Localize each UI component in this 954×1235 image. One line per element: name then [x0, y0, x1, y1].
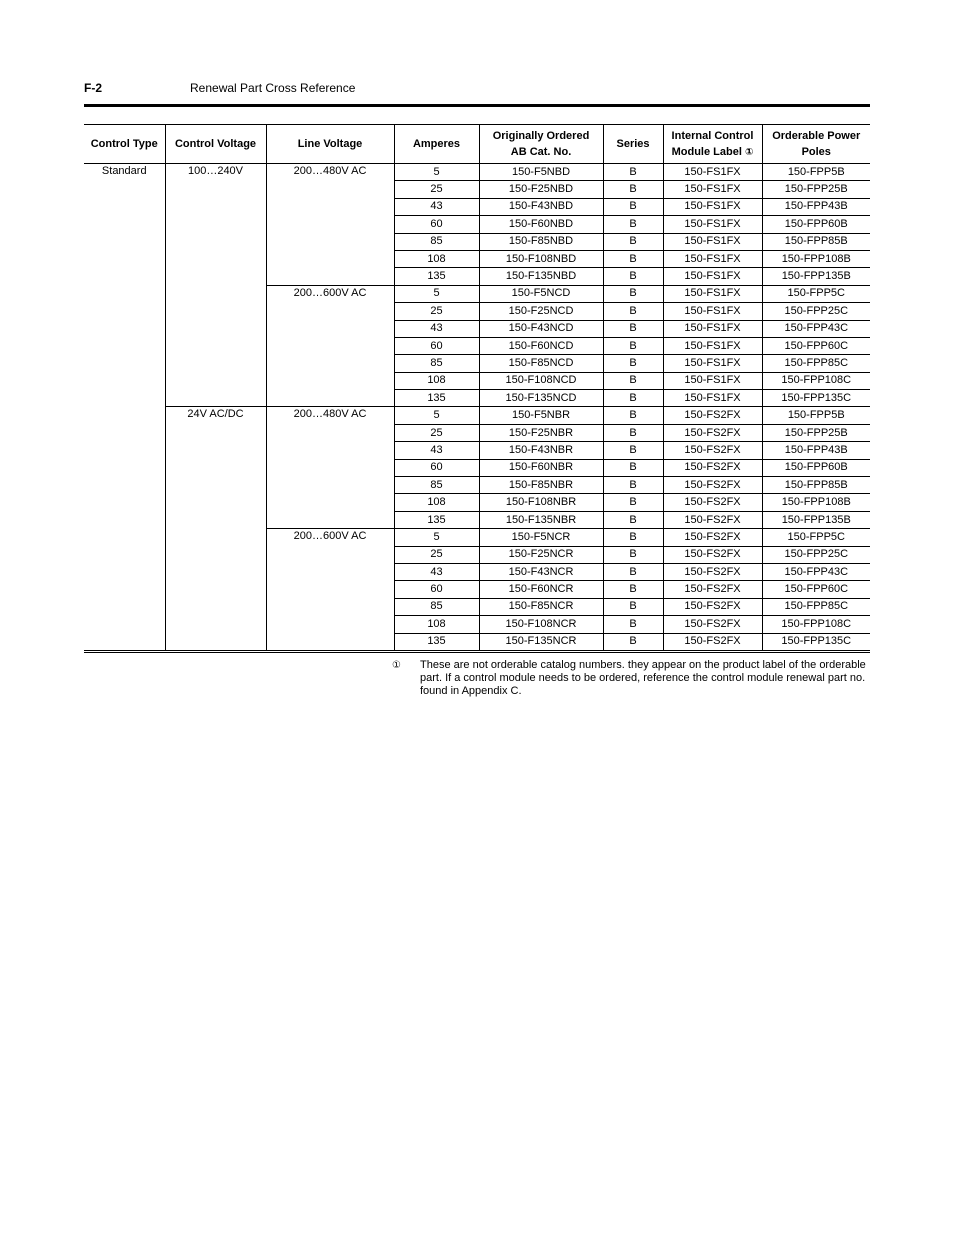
- line-voltage-cell: 200…480V AC: [266, 164, 394, 286]
- cat-no-cell: 150-F85NCD: [479, 355, 603, 372]
- series-cell: B: [603, 494, 663, 511]
- column-header-series: Series: [603, 125, 663, 164]
- line-voltage-cell: 200…600V AC: [266, 529, 394, 651]
- cat-no-cell: 150-F5NBR: [479, 407, 603, 424]
- amperes-cell: 108: [394, 616, 479, 633]
- module-label-cell: 150-FS1FX: [663, 233, 762, 250]
- cat-no-cell: 150-F25NBD: [479, 181, 603, 198]
- series-cell: B: [603, 355, 663, 372]
- amperes-cell: 60: [394, 581, 479, 598]
- amperes-cell: 5: [394, 407, 479, 424]
- module-label-cell: 150-FS2FX: [663, 459, 762, 476]
- amperes-cell: 43: [394, 198, 479, 215]
- column-header-control-voltage: Control Voltage: [165, 125, 266, 164]
- module-label-cell: 150-FS1FX: [663, 285, 762, 302]
- power-poles-cell: 150-FPP108B: [762, 494, 870, 511]
- line-voltage-cell: 200…600V AC: [266, 285, 394, 407]
- cat-no-cell: 150-F135NBD: [479, 268, 603, 285]
- module-label-cell: 150-FS2FX: [663, 546, 762, 563]
- series-cell: B: [603, 164, 663, 181]
- cat-no-cell: 150-F25NCR: [479, 546, 603, 563]
- power-poles-cell: 150-FPP60C: [762, 581, 870, 598]
- power-poles-cell: 150-FPP25B: [762, 424, 870, 441]
- power-poles-cell: 150-FPP108B: [762, 250, 870, 267]
- amperes-cell: 135: [394, 633, 479, 650]
- footnote-marker: ①: [744, 146, 754, 158]
- module-label-cell: 150-FS1FX: [663, 198, 762, 215]
- control-voltage-cell: 24V AC/DC: [165, 407, 266, 650]
- module-label-cell: 150-FS1FX: [663, 355, 762, 372]
- series-cell: B: [603, 459, 663, 476]
- cat-no-cell: 150-F43NBD: [479, 198, 603, 215]
- series-cell: B: [603, 511, 663, 528]
- power-poles-cell: 150-FPP25C: [762, 303, 870, 320]
- power-poles-cell: 150-FPP135C: [762, 390, 870, 407]
- power-poles-cell: 150-FPP60C: [762, 337, 870, 354]
- amperes-cell: 5: [394, 285, 479, 302]
- module-label-cell: 150-FS2FX: [663, 529, 762, 546]
- footnote-text: These are not orderable catalog numbers. they appear on the product label of the orderable part. If a control module needs to be ordered, reference the control module renewal part no. found in Appendix C.: [420, 659, 866, 697]
- series-cell: B: [603, 407, 663, 424]
- amperes-cell: 85: [394, 598, 479, 615]
- cat-no-cell: 150-F43NCD: [479, 320, 603, 337]
- module-label-cell: 150-FS1FX: [663, 268, 762, 285]
- cat-no-cell: 150-F85NCR: [479, 598, 603, 615]
- power-poles-cell: 150-FPP5C: [762, 285, 870, 302]
- series-cell: B: [603, 477, 663, 494]
- footnote-marker-symbol: ①: [392, 660, 401, 671]
- cat-no-cell: 150-F60NBD: [479, 216, 603, 233]
- series-cell: B: [603, 529, 663, 546]
- power-poles-cell: 150-FPP5B: [762, 164, 870, 181]
- amperes-cell: 43: [394, 563, 479, 580]
- power-poles-cell: 150-FPP60B: [762, 459, 870, 476]
- amperes-cell: 5: [394, 529, 479, 546]
- module-label-cell: 150-FS1FX: [663, 164, 762, 181]
- cat-no-cell: 150-F43NBR: [479, 442, 603, 459]
- module-label-cell: 150-FS2FX: [663, 633, 762, 650]
- series-cell: B: [603, 216, 663, 233]
- module-label-cell: 150-FS2FX: [663, 424, 762, 441]
- amperes-cell: 25: [394, 424, 479, 441]
- column-header-cat-no: Originally Ordered AB Cat. No.: [479, 125, 603, 164]
- amperes-cell: 25: [394, 181, 479, 198]
- cat-no-cell: 150-F108NCD: [479, 372, 603, 389]
- module-label-cell: 150-FS1FX: [663, 216, 762, 233]
- series-cell: B: [603, 546, 663, 563]
- cat-no-cell: 150-F43NCR: [479, 563, 603, 580]
- cat-no-cell: 150-F5NCR: [479, 529, 603, 546]
- amperes-cell: 43: [394, 320, 479, 337]
- cat-no-cell: 150-F60NCD: [479, 337, 603, 354]
- column-header-module-label: [663, 125, 762, 164]
- column-header-line-voltage: Line Voltage: [266, 125, 394, 164]
- series-cell: B: [603, 598, 663, 615]
- module-label-cell: 150-FS2FX: [663, 616, 762, 633]
- module-label-text: Internal Control Module Label: [671, 129, 754, 158]
- cat-no-cell: 150-F135NCR: [479, 633, 603, 650]
- power-poles-cell: 150-FPP85B: [762, 477, 870, 494]
- power-poles-cell: 150-FPP25B: [762, 181, 870, 198]
- module-label-cell: 150-FS1FX: [663, 390, 762, 407]
- amperes-cell: 85: [394, 233, 479, 250]
- power-poles-cell: 150-FPP60B: [762, 216, 870, 233]
- module-label-cell: 150-FS1FX: [663, 250, 762, 267]
- power-poles-cell: 150-FPP135B: [762, 511, 870, 528]
- series-cell: B: [603, 320, 663, 337]
- amperes-cell: 60: [394, 216, 479, 233]
- power-poles-cell: 150-FPP43C: [762, 563, 870, 580]
- amperes-cell: 108: [394, 372, 479, 389]
- power-poles-cell: 150-FPP43C: [762, 320, 870, 337]
- series-cell: B: [603, 442, 663, 459]
- cat-no-cell: 150-F60NCR: [479, 581, 603, 598]
- series-cell: B: [603, 285, 663, 302]
- amperes-cell: 25: [394, 546, 479, 563]
- cat-no-cell: 150-F60NBR: [479, 459, 603, 476]
- series-cell: B: [603, 563, 663, 580]
- power-poles-cell: 150-FPP135C: [762, 633, 870, 650]
- cat-no-cell: 150-F135NBR: [479, 511, 603, 528]
- power-poles-cell: 150-FPP43B: [762, 198, 870, 215]
- running-title: Renewal Part Cross Reference: [190, 81, 356, 95]
- line-voltage-cell: 200…480V AC: [266, 407, 394, 529]
- amperes-cell: 43: [394, 442, 479, 459]
- power-poles-cell: 150-FPP85B: [762, 233, 870, 250]
- series-cell: B: [603, 233, 663, 250]
- control-voltage-cell: 100…240V: [165, 164, 266, 407]
- power-poles-cell: 150-FPP85C: [762, 355, 870, 372]
- power-poles-cell: 150-FPP85C: [762, 598, 870, 615]
- control-type-cell: Standard: [84, 164, 165, 651]
- module-label-cell: 150-FS1FX: [663, 337, 762, 354]
- power-poles-cell: 150-FPP5C: [762, 529, 870, 546]
- table-body: [84, 164, 870, 651]
- page-header: [84, 80, 870, 107]
- amperes-cell: 25: [394, 303, 479, 320]
- amperes-cell: 135: [394, 268, 479, 285]
- series-cell: B: [603, 181, 663, 198]
- amperes-cell: 135: [394, 390, 479, 407]
- cat-no-cell: 150-F135NCD: [479, 390, 603, 407]
- series-cell: B: [603, 424, 663, 441]
- cat-no-cell: 150-F108NBD: [479, 250, 603, 267]
- cat-no-cell: 150-F108NCR: [479, 616, 603, 633]
- power-poles-cell: 150-FPP43B: [762, 442, 870, 459]
- module-label-cell: 150-FS1FX: [663, 303, 762, 320]
- amperes-cell: 60: [394, 459, 479, 476]
- amperes-cell: 5: [394, 164, 479, 181]
- series-cell: B: [603, 268, 663, 285]
- module-label-cell: 150-FS2FX: [663, 407, 762, 424]
- series-cell: B: [603, 390, 663, 407]
- series-cell: B: [603, 581, 663, 598]
- cat-no-cell: 150-F85NBD: [479, 233, 603, 250]
- amperes-cell: 60: [394, 337, 479, 354]
- module-label-cell: 150-FS1FX: [663, 372, 762, 389]
- table-header-row: [84, 125, 870, 164]
- table-row: [84, 164, 870, 181]
- module-label-cell: 150-FS2FX: [663, 442, 762, 459]
- cat-no-cell: 150-F25NCD: [479, 303, 603, 320]
- table-bottom-rule: [84, 652, 870, 653]
- cat-no-cell: 150-F5NBD: [479, 164, 603, 181]
- amperes-cell: 85: [394, 477, 479, 494]
- power-poles-cell: 150-FPP108C: [762, 372, 870, 389]
- amperes-cell: 108: [394, 250, 479, 267]
- cross-reference-table: [84, 124, 870, 651]
- module-label-cell: 150-FS2FX: [663, 581, 762, 598]
- amperes-cell: 135: [394, 511, 479, 528]
- page-number: F-2: [84, 81, 102, 95]
- column-header-power-poles: Orderable Power Poles: [762, 125, 870, 164]
- power-poles-cell: 150-FPP135B: [762, 268, 870, 285]
- table-row: [84, 407, 870, 424]
- cat-no-cell: 150-F5NCD: [479, 285, 603, 302]
- series-cell: B: [603, 337, 663, 354]
- column-header-control-type: Control Type: [84, 125, 165, 164]
- power-poles-cell: 150-FPP108C: [762, 616, 870, 633]
- cat-no-cell: 150-F25NBR: [479, 424, 603, 441]
- series-cell: B: [603, 633, 663, 650]
- series-cell: B: [603, 303, 663, 320]
- power-poles-cell: 150-FPP5B: [762, 407, 870, 424]
- power-poles-cell: 150-FPP25C: [762, 546, 870, 563]
- series-cell: B: [603, 250, 663, 267]
- cat-no-cell: 150-F108NBR: [479, 494, 603, 511]
- module-label-cell: 150-FS1FX: [663, 320, 762, 337]
- amperes-cell: 85: [394, 355, 479, 372]
- module-label-cell: 150-FS2FX: [663, 598, 762, 615]
- module-label-cell: 150-FS2FX: [663, 563, 762, 580]
- series-cell: B: [603, 372, 663, 389]
- cat-no-cell: 150-F85NBR: [479, 477, 603, 494]
- column-header-amperes: Amperes: [394, 125, 479, 164]
- module-label-cell: 150-FS1FX: [663, 181, 762, 198]
- module-label-cell: 150-FS2FX: [663, 477, 762, 494]
- amperes-cell: 108: [394, 494, 479, 511]
- series-cell: B: [603, 198, 663, 215]
- module-label-cell: 150-FS2FX: [663, 511, 762, 528]
- series-cell: B: [603, 616, 663, 633]
- module-label-cell: 150-FS2FX: [663, 494, 762, 511]
